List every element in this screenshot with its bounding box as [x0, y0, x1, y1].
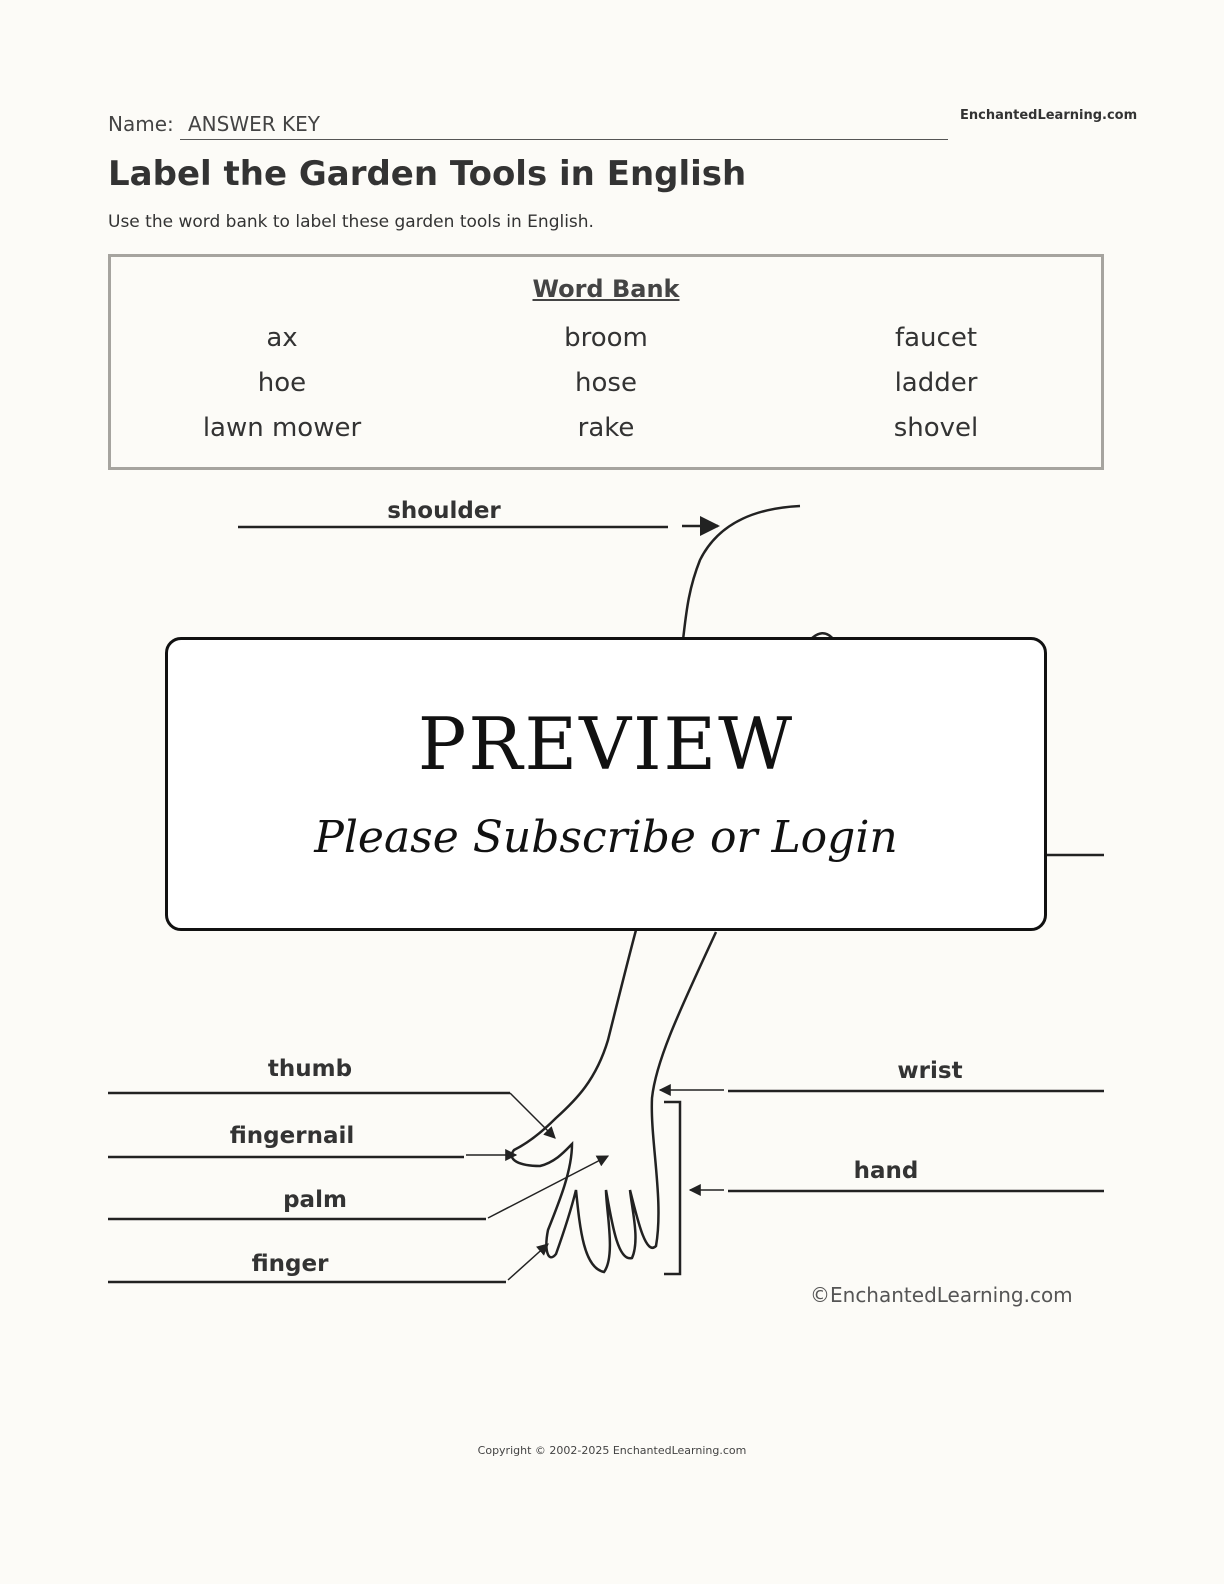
- word-bank-item: lawn mower: [202, 413, 362, 443]
- word-bank-grid: [111, 321, 1101, 446]
- footer-copyright: Copyright © 2002-2025 EnchantedLearning.com: [477, 1444, 747, 1457]
- word-bank-item: ladder: [894, 368, 978, 398]
- name-value: ANSWER KEY: [188, 112, 320, 136]
- name-row: [108, 110, 948, 140]
- label-hand: hand: [853, 1158, 919, 1184]
- preview-subtitle[interactable]: Please Subscribe or Login: [314, 812, 898, 863]
- word-bank-item: rake: [577, 413, 635, 443]
- label-shoulder: shoulder: [387, 498, 501, 524]
- word-bank-item: hoe: [257, 368, 307, 398]
- word-bank-item: hose: [575, 368, 637, 398]
- word-bank-item: broom: [564, 323, 648, 353]
- page-title: Label the Garden Tools in English: [108, 154, 747, 194]
- name-line: [180, 139, 948, 140]
- bracket: [664, 1102, 680, 1274]
- word-bank: [108, 254, 1104, 470]
- diagram-copyright: ©EnchantedLearning.com: [810, 1283, 1073, 1307]
- label-fingernail: fingernail: [229, 1123, 355, 1149]
- site-mark: EnchantedLearning.com: [960, 108, 1138, 123]
- instructions: Use the word bank to label these garden tools in English.: [108, 212, 594, 232]
- label-palm: palm: [283, 1187, 347, 1213]
- word-bank-item: ax: [266, 323, 298, 353]
- word-bank-item: faucet: [894, 323, 978, 353]
- name-label: Name:: [108, 112, 174, 136]
- label-wrist: wrist: [897, 1058, 963, 1084]
- label-thumb: thumb: [267, 1056, 353, 1082]
- preview-overlay[interactable]: [165, 637, 1047, 931]
- preview-title: PREVIEW: [417, 702, 795, 786]
- word-bank-title: Word Bank: [532, 275, 680, 303]
- word-bank-item: shovel: [893, 413, 979, 443]
- label-finger: finger: [251, 1251, 329, 1277]
